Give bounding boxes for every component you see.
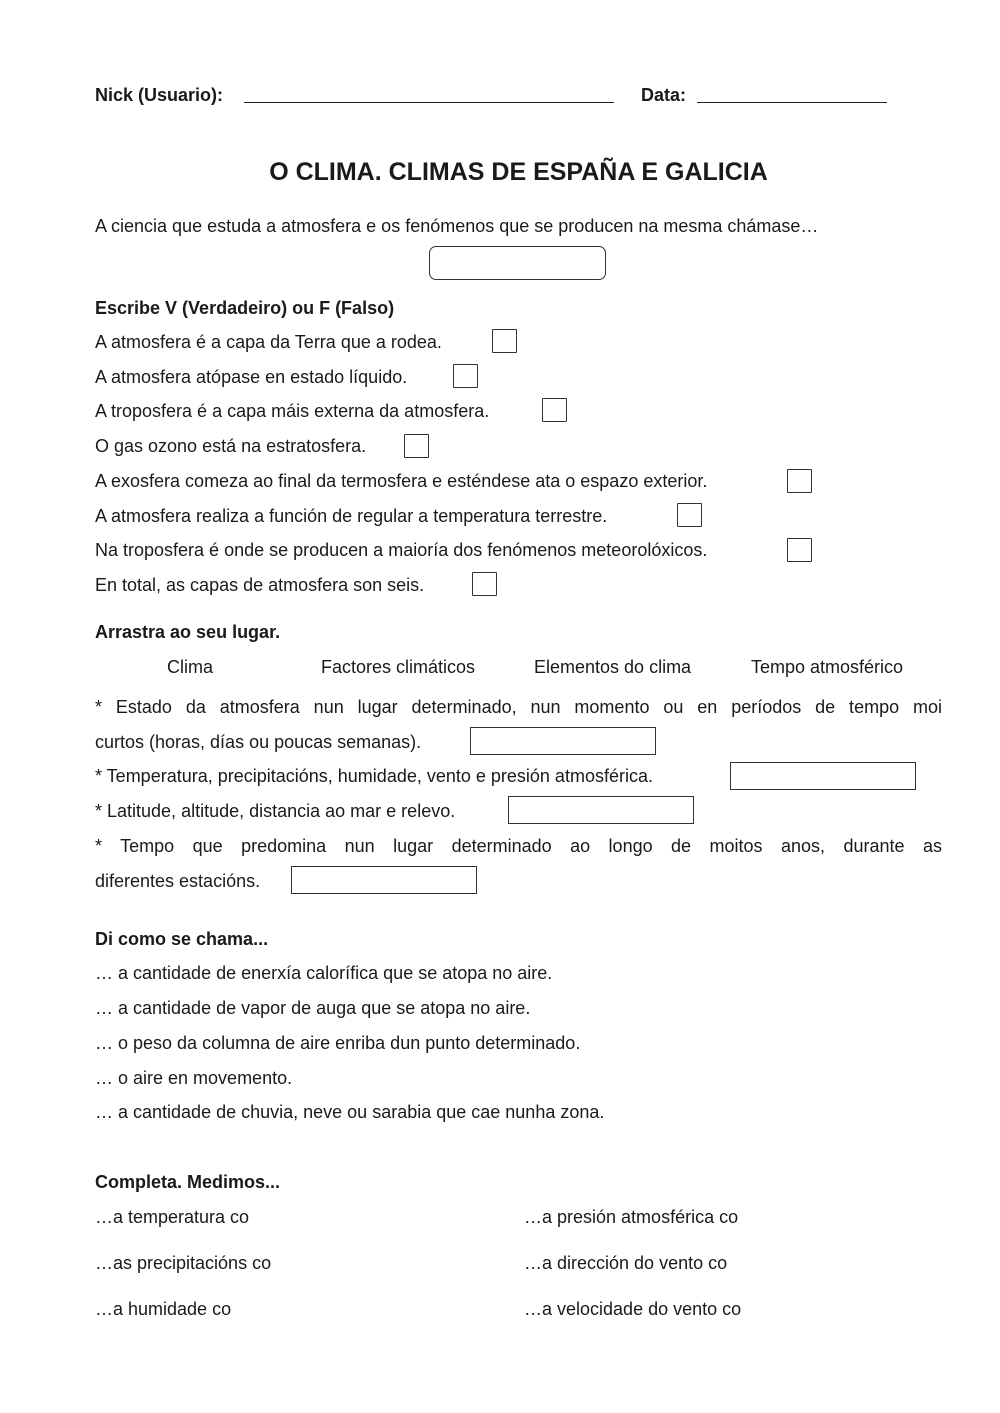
complete-right-3: …a velocidade do vento co bbox=[524, 1299, 742, 1319]
tf-statement-7: Na troposfera é onde se producen a maioría dos fenómenos meteorolóxicos. bbox=[95, 540, 708, 560]
tf-statement-3: A troposfera é a capa máis externa da atmosfera. bbox=[95, 401, 490, 421]
name-it-heading: Di como se chama... bbox=[95, 929, 269, 949]
tf-statement-5: A exosfera comeza ao final da termosfera e esténdese ata o espazo exterior. bbox=[95, 471, 708, 491]
tf-answer-box-3[interactable] bbox=[542, 398, 567, 422]
tf-answer-box-1[interactable] bbox=[492, 329, 517, 353]
tf-statement-1: A atmosfera é a capa da Terra que a rodea. bbox=[95, 332, 442, 352]
tf-statement-8: En total, as capas de atmosfera son seis. bbox=[95, 575, 425, 595]
complete-left-2: …as precipitacións co bbox=[95, 1253, 272, 1273]
tf-answer-box-7[interactable] bbox=[787, 538, 812, 562]
drop-field-4[interactable] bbox=[291, 866, 477, 894]
date-input-line[interactable] bbox=[697, 102, 887, 103]
name-it-item-5: … a cantidade de chuvia, neve ou sarabia que cae nunha zona. bbox=[95, 1102, 605, 1122]
name-it-item-3: … o peso da columna de aire enriba dun punto determinado. bbox=[95, 1033, 581, 1053]
page-title: O CLIMA. CLIMAS DE ESPAÑA E GALICIA bbox=[269, 158, 768, 186]
complete-right-2: …a dirección do vento co bbox=[524, 1253, 728, 1273]
drag-option-clima[interactable]: Clima bbox=[167, 657, 214, 677]
complete-left-1: …a temperatura co bbox=[95, 1207, 250, 1227]
complete-heading: Completa. Medimos... bbox=[95, 1172, 281, 1192]
tf-answer-box-2[interactable] bbox=[453, 364, 478, 388]
tf-answer-box-6[interactable] bbox=[677, 503, 702, 527]
tf-statement-6: A atmosfera realiza a función de regular a temperatura terrestre. bbox=[95, 506, 608, 526]
true-false-heading: Escribe V (Verdadeiro) ou F (Falso) bbox=[95, 298, 395, 318]
drag-option-tempo[interactable]: Tempo atmosférico bbox=[751, 657, 904, 677]
definition-1-line-2: curtos (horas, días ou poucas semanas). bbox=[95, 732, 422, 752]
tf-statement-2: A atmosfera atópase en estado líquido. bbox=[95, 367, 408, 387]
tf-answer-box-4[interactable] bbox=[404, 434, 429, 458]
tf-answer-box-8[interactable] bbox=[472, 572, 497, 596]
drag-heading: Arrastra ao seu lugar. bbox=[95, 622, 281, 642]
definition-4-line-1: * Tempo que predomina nun lugar determinado ao longo de moitos anos, durante as bbox=[95, 836, 942, 856]
name-it-item-2: … a cantidade de vapor de auga que se atopa no aire. bbox=[95, 998, 531, 1018]
date-label: Data: bbox=[641, 85, 687, 105]
tf-answer-box-5[interactable] bbox=[787, 469, 812, 493]
drag-option-factores[interactable]: Factores climáticos bbox=[321, 657, 476, 677]
complete-right-1: …a presión atmosférica co bbox=[524, 1207, 739, 1227]
name-it-item-1: … a cantidade de enerxía calorífica que se atopa no aire. bbox=[95, 963, 553, 983]
meteorology-answer-field[interactable] bbox=[429, 246, 606, 280]
nick-label: Nick (Usuario): bbox=[95, 85, 224, 105]
nick-input-line[interactable] bbox=[244, 102, 614, 103]
complete-left-3: …a humidade co bbox=[95, 1299, 232, 1319]
definition-3: * Latitude, altitude, distancia ao mar e relevo. bbox=[95, 801, 456, 821]
definition-4-line-2: diferentes estacións. bbox=[95, 871, 261, 891]
tf-statement-4: O gas ozono está na estratosfera. bbox=[95, 436, 367, 456]
drop-field-3[interactable] bbox=[508, 796, 694, 824]
definition-2: * Temperatura, precipitacións, humidade, vento e presión atmosférica. bbox=[95, 766, 653, 786]
drop-field-2[interactable] bbox=[730, 762, 916, 790]
drag-option-elementos[interactable]: Elementos do clima bbox=[534, 657, 692, 677]
definition-1-line-1: * Estado da atmosfera nun lugar determinado, nun momento ou en períodos de tempo moi bbox=[95, 697, 942, 717]
name-it-item-4: … o aire en movemento. bbox=[95, 1068, 293, 1088]
drop-field-1[interactable] bbox=[470, 727, 656, 755]
intro-question: A ciencia que estuda a atmosfera e os fenómenos que se producen na mesma chámase… bbox=[95, 216, 819, 236]
